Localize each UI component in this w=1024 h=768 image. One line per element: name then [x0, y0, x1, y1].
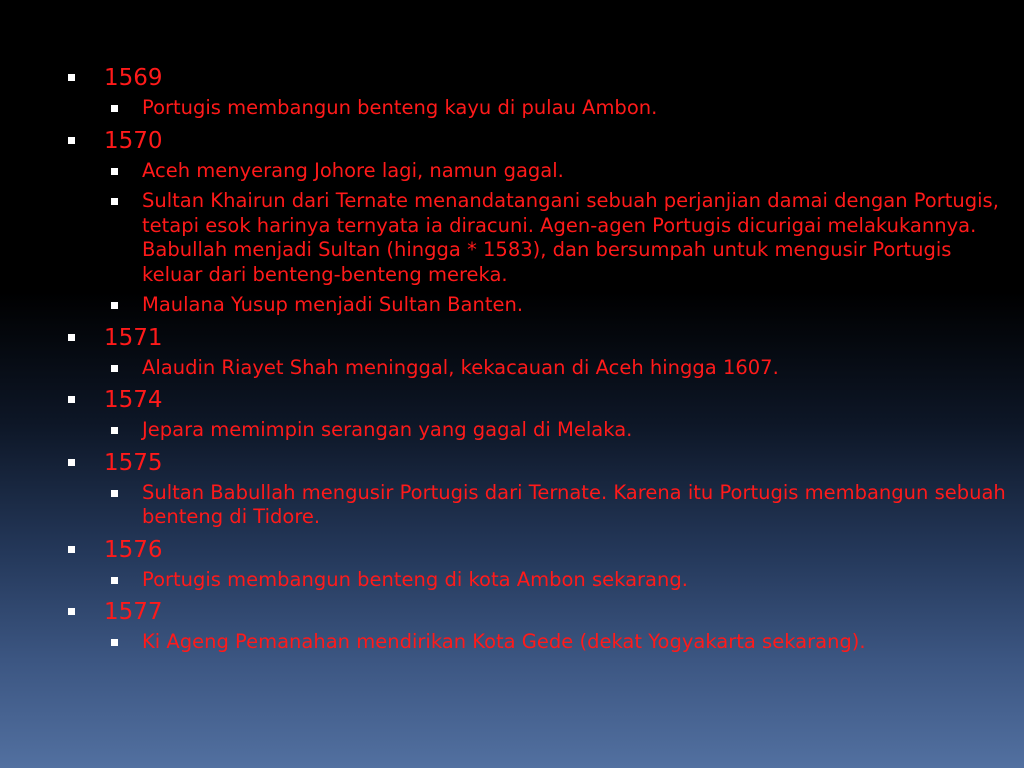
square-bullet-icon: [68, 396, 75, 403]
hollow-square-bullet-icon: [111, 302, 118, 309]
hollow-square-bullet-icon: [111, 427, 118, 434]
year-label: 1569: [104, 65, 163, 91]
timeline-list: [0, 64, 1024, 661]
event-list: [104, 630, 1024, 655]
hollow-square-bullet-icon: [111, 639, 118, 646]
event-text: Ki Ageng Pemanahan mendirikan Kota Gede (dekat Yogyakarta sekarang).: [142, 630, 866, 653]
year-item: [0, 598, 1024, 655]
event-list: [104, 418, 1024, 443]
square-bullet-icon: [68, 608, 75, 615]
year-label: 1576: [104, 536, 163, 563]
event-text: Portugis membangun benteng di kota Ambon sekarang.: [142, 567, 688, 591]
year-item: [0, 386, 1024, 443]
event-item: [0, 356, 1024, 381]
event-item: [0, 293, 1024, 318]
square-bullet-icon: [68, 334, 75, 341]
event-item: [0, 96, 1024, 121]
event-item: [0, 159, 1024, 184]
event-list: [104, 159, 1024, 318]
hollow-square-bullet-icon: [111, 365, 118, 372]
event-text: Jepara memimpin serangan yang gagal di Melaka.: [142, 418, 633, 441]
event-list: [104, 481, 1024, 530]
square-bullet-icon: [68, 137, 75, 144]
year-item: [0, 324, 1024, 381]
year-item: [0, 536, 1024, 593]
event-item: [0, 481, 1024, 530]
event-text: Alaudin Riayet Shah meninggal, kekacauan di Aceh hingga 1607.: [142, 355, 779, 379]
event-item: [0, 568, 1024, 593]
event-text: Aceh menyerang Johore lagi, namun gagal.: [142, 158, 564, 182]
year-label: 1575: [104, 449, 163, 476]
year-item: [0, 449, 1024, 530]
event-list: [104, 568, 1024, 593]
event-text: Sultan Khairun dari Ternate menandatangani sebuah perjanjian damai dengan Portugis, tetapi esok harinya ternyata ia diracuni. Agen-agen Portugis dicurigai melakukannya. Babullah menjadi Sultan (hingga * 1583), dan bersumpah untuk mengusir Portugis keluar dari benteng-benteng mereka.: [142, 189, 999, 286]
hollow-square-bullet-icon: [111, 105, 118, 112]
event-text: Sultan Babullah mengusir Portugis dari Ternate. Karena itu Portugis membangun sebuah benteng di Tidore.: [142, 480, 1006, 528]
square-bullet-icon: [68, 74, 75, 81]
year-label: 1571: [104, 324, 163, 351]
hollow-square-bullet-icon: [111, 577, 118, 584]
square-bullet-icon: [68, 459, 75, 466]
event-item: [0, 418, 1024, 443]
year-label: 1570: [104, 127, 163, 154]
hollow-square-bullet-icon: [111, 198, 118, 205]
year-label: 1574: [104, 387, 163, 413]
event-list: [104, 356, 1024, 381]
hollow-square-bullet-icon: [111, 168, 118, 175]
square-bullet-icon: [68, 546, 75, 553]
year-item: [0, 127, 1024, 318]
event-item: [0, 189, 1024, 287]
event-list: [104, 96, 1024, 121]
event-text: Portugis membangun benteng kayu di pulau Ambon.: [142, 96, 658, 119]
event-text: Maulana Yusup menjadi Sultan Banten.: [142, 293, 524, 316]
year-label: 1577: [104, 599, 163, 625]
hollow-square-bullet-icon: [111, 490, 118, 497]
year-item: [0, 64, 1024, 121]
event-item: [0, 630, 1024, 655]
